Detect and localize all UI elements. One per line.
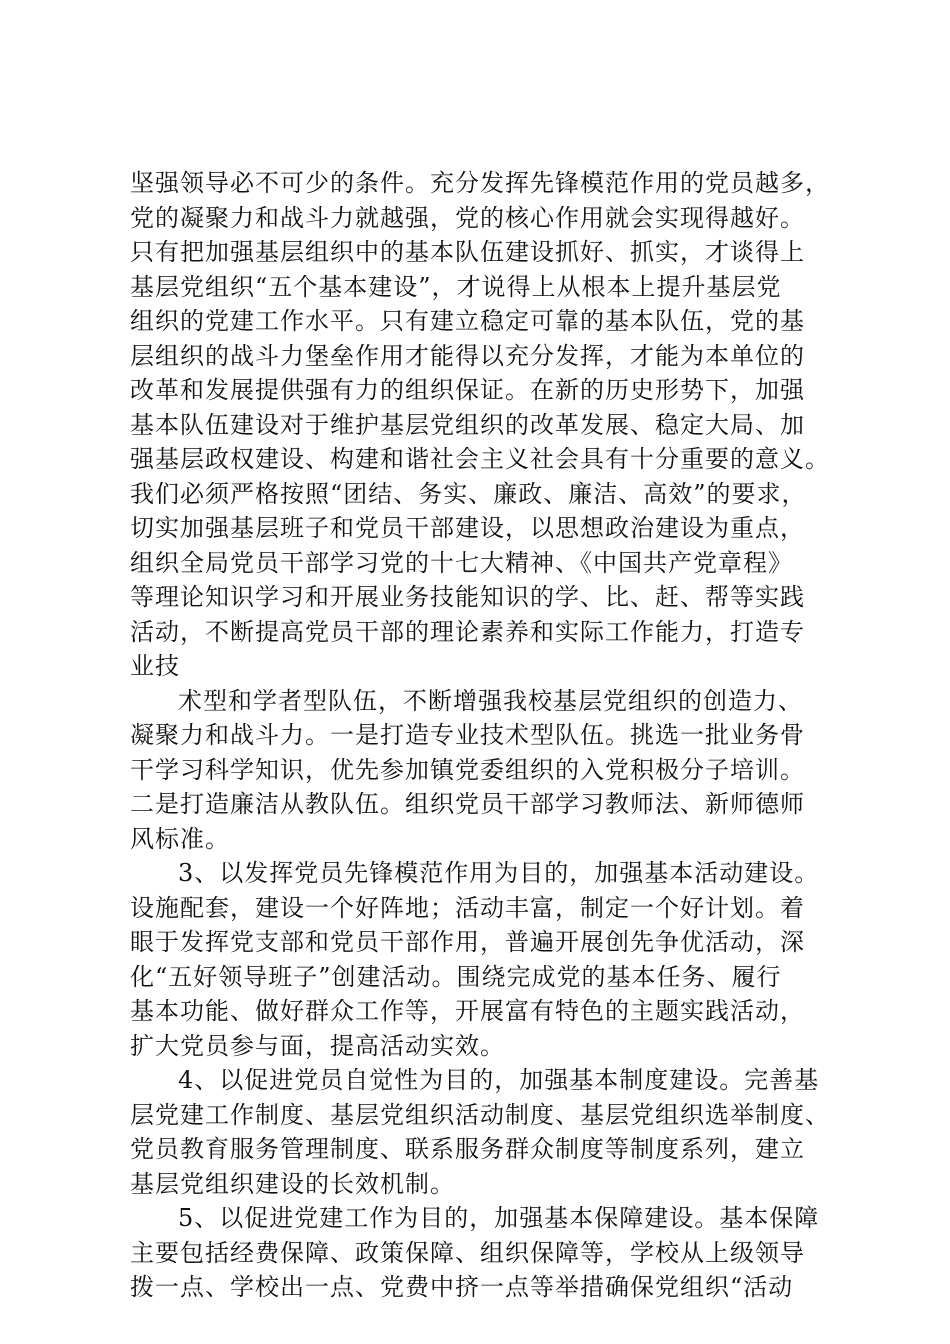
text-line: 只有把加强基层组织中的基本队伍建设抓好、抓实，才谈得上 [130, 238, 805, 266]
text-line: 5、以促进党建工作为目的，加强基本保障建设。基本保障 [178, 1204, 820, 1232]
text-line: 干学习科学知识，优先参加镇党委组织的入党积极分子培训。 [130, 755, 805, 784]
text-line: 眼于发挥党支部和党员干部作用，普遍开展创先争优活动，深 [130, 928, 805, 956]
text-line: 活动，不断提高党员干部的理论素养和实际工作能力，打造专 [130, 617, 805, 646]
text-line: 基本功能、做好群众工作等，开展富有特色的主题实践活动， [130, 997, 805, 1025]
text-line: 风标准。 [130, 824, 230, 853]
text-line: 拨一点、学校出一点、党费中挤一点等举措确保党组织“活动 [130, 1273, 794, 1301]
text-line: 层组织的战斗力堡垒作用才能得以充分发挥，才能为本单位的 [130, 341, 805, 370]
text-line: 二是打造廉洁从教队伍。组织党员干部学习教师法、新师德师 [130, 790, 805, 818]
text-line: 切实加强基层班子和党员干部建设，以思想政治建设为重点， [130, 514, 805, 542]
text-line: 党员教育服务管理制度、联系服务群众制度等制度系列，建立 [130, 1135, 805, 1163]
text-line: 层党建工作制度、基层党组织活动制度、基层党组织选举制度、 [130, 1100, 830, 1129]
text-line: 设施配套，建设一个好阵地；活动丰富，制定一个好计划。着 [130, 893, 805, 922]
text-line: 组织全局党员干部学习党的十七大精神、《中国共产党章程》 [130, 548, 793, 577]
text-line: 坚强领导必不可少的条件。充分发挥先锋模范作用的党员越多， [130, 169, 830, 197]
text-line: 扩大党员参与面，提高活动实效。 [130, 1031, 505, 1060]
text-line: 等理论知识学习和开展业务技能知识的学、比、赶、帮等实践 [130, 583, 805, 611]
text-line: 组织的党建工作水平。只有建立稳定可靠的基本队伍，党的基 [130, 307, 805, 335]
text-line: 凝聚力和战斗力。一是打造专业技术型队伍。挑选一批业务骨 [130, 721, 805, 749]
text-line: 主要包括经费保障、政策保障、组织保障等，学校从上级领导 [130, 1238, 805, 1267]
text-line: 党的凝聚力和战斗力就越强，党的核心作用就会实现得越好。 [130, 203, 805, 232]
text-line: 业技 [130, 652, 180, 680]
text-line: 基层党组织建设的长效机制。 [130, 1169, 455, 1198]
text-line: 我们必须严格按照“团结、务实、廉政、廉洁、高效”的要求， [130, 479, 807, 508]
text-line: 4、以促进党员自觉性为目的，加强基本制度建设。完善基 [178, 1066, 820, 1094]
text-line: 基层党组织“五个基本建设”，才说得上从根本上提升基层党 [130, 272, 782, 301]
text-line: 化“五好领导班子”创建活动。围绕完成党的基本任务、履行 [130, 962, 782, 991]
text-line: 基本队伍建设对于维护基层党组织的改革发展、稳定大局、加 [130, 410, 805, 439]
text-line: 强基层政权建设、构建和谐社会主义社会具有十分重要的意义。 [130, 445, 830, 473]
text-line: 3、以发挥党员先锋模范作用为目的，加强基本活动建设。 [178, 859, 820, 887]
text-line: 改革和发展提供强有力的组织保证。在新的历史形势下，加强 [130, 376, 805, 404]
body-text [130, 166, 830, 1305]
text-line: 术型和学者型队伍，不断增强我校基层党组织的创造力、 [178, 686, 803, 715]
